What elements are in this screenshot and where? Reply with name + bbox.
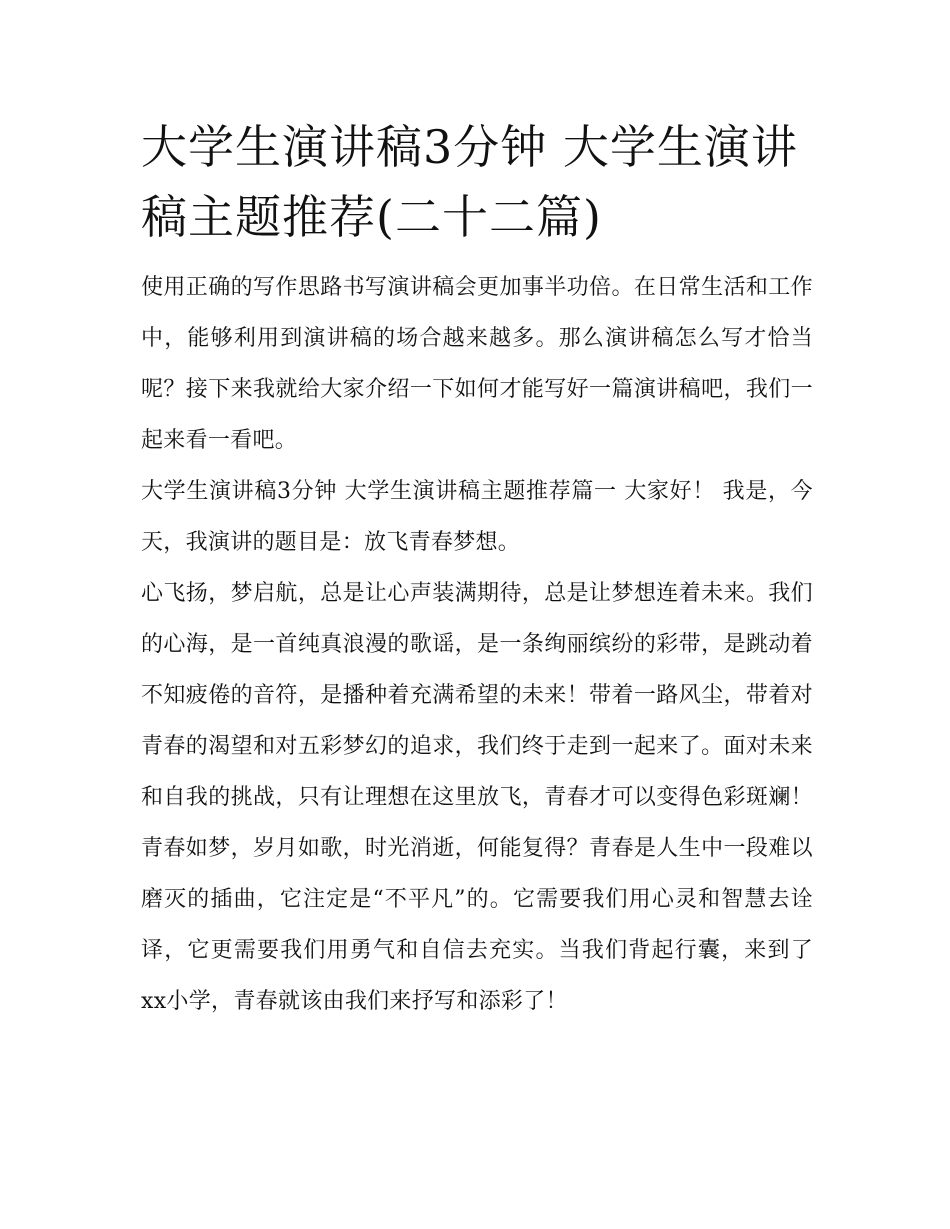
document-title: 大学生演讲稿3分钟 大学生演讲稿主题推荐(二十二篇) — [141, 120, 798, 244]
speech-body-paragraph: 心飞扬，梦启航，总是让心声装满期待，总是让梦想连着未来。我们的心海，是一首纯真浪漫的歌谣，是一条绚丽缤纷的彩带，是跳动着不知疲倦的音符，是播种着充满希望的未来！带着一路风尘，带着对青春的渴望和对五彩梦幻的追求，我们终于走到一起来了。面对未来和自我的挑战，只有让理想在这里放飞，青春才可以变得色彩斑斓！青春如梦，岁月如歌，时光消逝，何能复得？青春是人生中一段难以磨灭的插曲，它注定是“不平凡”的。它需要我们用心灵和智慧去诠译，它更需要我们用勇气和自信去充实。当我们背起行囊，来到了xx小学，青春就该由我们来抒写和添彩了！ — [141, 581, 813, 1014]
intro-paragraph: 使用正确的写作思路书写演讲稿会更加事半功倍。在日常生活和工作中，能够利用到演讲稿的场合越来越多。那么演讲稿怎么写才恰当呢？接下来我就给大家介绍一下如何才能写好一篇演讲稿吧，我们一起来看一看吧。 — [141, 275, 813, 453]
document-page — [141, 112, 813, 1027]
speech-heading-paragraph: 大学生演讲稿3分钟 大学生演讲稿主题推荐篇一 大家好！ 我是，今天，我演讲的题目是：放飞青春梦想。 — [141, 479, 813, 555]
